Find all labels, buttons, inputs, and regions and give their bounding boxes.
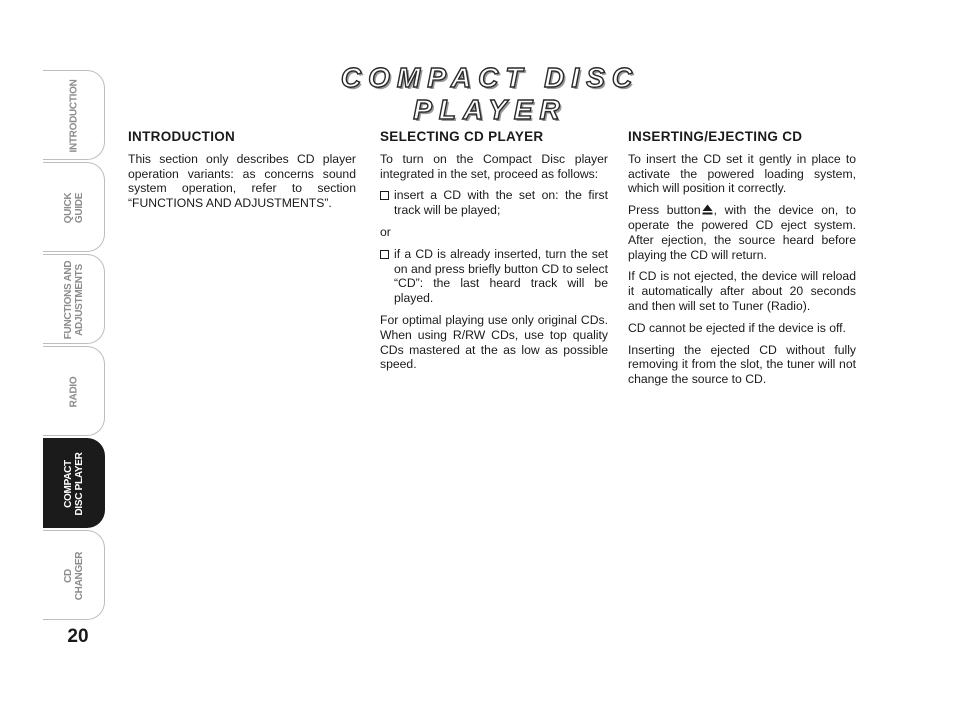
list-item [380, 188, 608, 218]
column-selecting-cd-player [380, 130, 608, 379]
tab-introduction[interactable] [43, 70, 105, 160]
paragraph-eject [628, 203, 856, 262]
tab-quick-guide[interactable] [43, 162, 105, 252]
tab-label: INTRODUCTION [68, 79, 80, 153]
list-item-text: insert a CD with the set on: the first track will be played; [394, 188, 608, 218]
column-introduction [128, 130, 356, 218]
paragraph: To insert the CD set it gently in place to activate the powered loading system, which will position it correctly. [628, 151, 856, 196]
tab-label: CD CHANGER [63, 551, 85, 601]
tab-label: COMPACT DISC PLAYER [63, 452, 85, 516]
list-item-text: if a CD is already inserted, turn the set on and press briefly button CD to select “CD”: the last heard track will be played. [394, 246, 608, 306]
paragraph: Inserting the ejected CD without fully removing it from the slot, the tuner will not change the source to CD. [628, 342, 856, 387]
column-inserting-ejecting-cd [628, 130, 856, 394]
section-heading: INSERTING/EJECTING CD [628, 129, 803, 144]
eject-icon [702, 204, 713, 215]
section-heading: SELECTING CD PLAYER [380, 129, 544, 144]
tab-functions-and-adjustments[interactable] [43, 254, 105, 344]
text-segment: Press button [628, 203, 701, 218]
tab-cd-changer[interactable] [43, 530, 105, 620]
page-title: COMPACT DISC PLAYER [340, 62, 640, 125]
tab-label: FUNCTIONS AND ADJUSTMENTS [63, 260, 85, 340]
text-segment: , with the device on, to operate the powered CD eject system. After ejection, the source heard before playing the CD will return. [628, 203, 856, 262]
tab-compact-disc-player[interactable] [43, 438, 105, 528]
paragraph: CD cannot be ejected if the device is off. [628, 320, 846, 335]
paragraph: For optimal playing use only original CDs. When using R/RW CDs, use top quality CDs mastered at the as low as possible speed. [380, 312, 608, 372]
section-heading: INTRODUCTION [128, 129, 236, 144]
paragraph: If CD is not ejected, the device will reload it automatically after about 20 seconds and then will set to Tuner (Radio). [628, 269, 856, 313]
list-item [380, 247, 608, 306]
page-number: 20 [67, 626, 89, 647]
checkbox-bullet-icon [380, 191, 389, 200]
tab-label: RADIO [68, 376, 80, 408]
paragraph-or: or [380, 224, 391, 239]
checkbox-bullet-icon [380, 250, 389, 259]
paragraph: To turn on the Compact Disc player integrated in the set, proceed as follows: [380, 151, 608, 181]
paragraph: This section only describes CD player operation variants: as concerns sound system operation, refer to section “FUNCTIONS AND ADJUSTMENTS”. [128, 151, 356, 211]
tab-label: QUICK GUIDE [63, 192, 85, 224]
tab-radio[interactable] [43, 346, 105, 436]
